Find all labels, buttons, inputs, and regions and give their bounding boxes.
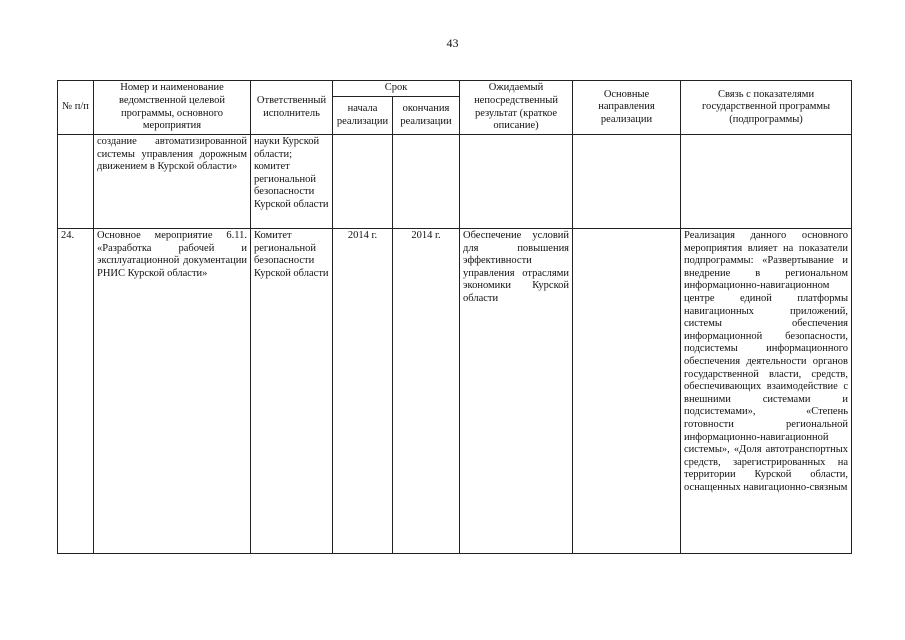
cell-executor: Комитет региональной безопасности Курской области	[251, 229, 333, 554]
cell-end	[393, 135, 460, 229]
cell-link	[681, 135, 852, 229]
header-executor: Ответственный исполнитель	[251, 81, 333, 135]
cell-directions	[573, 229, 681, 554]
header-term-end: окончания реализации	[393, 97, 460, 135]
cell-num: 24.	[58, 229, 94, 554]
cell-executor: науки Курской области; комитет региональной безопасности Курской области	[251, 135, 333, 229]
header-term: Срок	[333, 81, 460, 97]
header-num: № п/п	[58, 81, 94, 135]
cell-start	[333, 135, 393, 229]
cell-name: Основное мероприятие 6.11. «Разработка рабочей и эксплуатационной документации РНИС Курской области»	[94, 229, 251, 554]
cell-result	[460, 135, 573, 229]
header-directions: Основные направления реализации	[573, 81, 681, 135]
header-name: Номер и наименование ведомственной целевой программы, основного мероприятия	[94, 81, 251, 135]
header-result: Ожидаемый непосредственный результат (краткое описание)	[460, 81, 573, 135]
cell-name: создание автоматизированной системы управления дорожным движением в Курской области»	[94, 135, 251, 229]
cell-result: Обеспечение условий для повышения эффективности управления отраслями экономики Курской области	[460, 229, 573, 554]
header-link: Связь с показателями государственной программы (подпрограммы)	[681, 81, 852, 135]
cell-directions	[573, 135, 681, 229]
cell-start: 2014 г.	[333, 229, 393, 554]
header-term-start: начала реализации	[333, 97, 393, 135]
table-row	[58, 135, 852, 229]
cell-end: 2014 г.	[393, 229, 460, 554]
cell-num	[58, 135, 94, 229]
page-number: 43	[446, 36, 459, 50]
table-row	[58, 229, 852, 554]
cell-link: Реализация данного основного мероприятия влияет на показатели подпрограммы: «Развертывание и внедрение в региональном информационно-навигационном центре единой платформы навигационных приложений, системы обеспечения информационной безопасности, подсистемы информационного обеспечения деятельности органов государственной власти, средств, обеспечивающих взаимодействие с внешними системами и подсистемами», «Степень готовности региональной информационно-навигационной системы», «Доля автотранспортных средств, зарегистрированных на территории Курской области, оснащенных навигационно-связным	[681, 229, 852, 554]
program-table	[57, 80, 852, 554]
